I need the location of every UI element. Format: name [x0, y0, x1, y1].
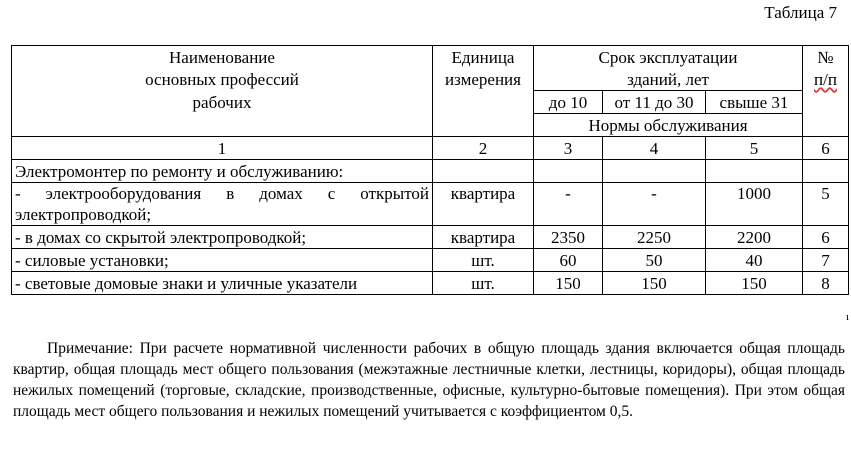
header-unit-blank [433, 91, 534, 114]
header-profession-line3: рабочих [12, 91, 433, 114]
header-profession-line1: Наименование [12, 46, 433, 69]
header-service-life: Срок эксплуатации [534, 46, 803, 69]
norm-up-to-10: 60 [534, 249, 603, 272]
table-row [12, 226, 849, 249]
norm-11-to-30: - [603, 183, 706, 226]
norm-up-to-10: 150 [534, 272, 603, 295]
row-number [803, 160, 849, 183]
header-number-symbol: № [803, 46, 849, 69]
column-index: 3 [534, 137, 603, 160]
table-caption: Таблица 7 [764, 3, 837, 22]
table-row [12, 183, 849, 226]
profession-name-line: - электрооборудования в домах с открытой [15, 184, 429, 203]
row-number: 5 [803, 183, 849, 226]
row-number: 8 [803, 272, 849, 295]
footnote: Примечание: При расчете нормативной численности рабочих в общую площадь здания включается общая площадь квартир, общая площадь мест общего пользования (межэтажные лестничные клетки, лестницы, коридоры), общая площадь нежилых помещений (торговые, складские, производственные, офисные, культурно-бытовые помещения). При этом общая площадь мест общего пользования и нежилых помещений учитывается с коэффициентом 0,5. [13, 340, 845, 420]
profession-name: Электромонтер по ремонту и обслуживанию: [12, 160, 433, 183]
profession-name: - силовые установки; [12, 249, 433, 272]
norm-up-to-10: 2350 [534, 226, 603, 249]
header-row [12, 46, 849, 69]
unit-cell: шт. [433, 272, 534, 295]
header-profession-line2: основных профессий [12, 68, 433, 91]
header-number-label: п/п [803, 68, 849, 91]
column-index-row [12, 137, 849, 160]
stray-mark: ı [846, 311, 850, 323]
table-row [12, 160, 849, 183]
norm-11-to-30: 150 [603, 272, 706, 295]
column-index: 5 [706, 137, 803, 160]
norm-11-to-30 [603, 160, 706, 183]
header-up-to-10: до 10 [534, 91, 603, 114]
norm-up-to-10: - [534, 183, 603, 226]
norm-11-to-30: 50 [603, 249, 706, 272]
norms-table [11, 45, 849, 295]
column-index: 1 [12, 137, 433, 160]
table-row [12, 272, 849, 295]
norm-up-to-10 [534, 160, 603, 183]
norm-11-to-30: 2250 [603, 226, 706, 249]
profession-name [12, 183, 433, 226]
norm-over-31: 40 [706, 249, 803, 272]
header-service-norms: Нормы обслуживания [534, 114, 803, 137]
row-number: 7 [803, 249, 849, 272]
header-number-blank [803, 91, 849, 114]
profession-name: - световые домовые знаки и уличные указатели [12, 272, 433, 295]
unit-cell: квартира [433, 226, 534, 249]
header-building-years: зданий, лет [534, 68, 803, 91]
unit-cell [433, 160, 534, 183]
column-index: 4 [603, 137, 706, 160]
table-row [12, 249, 849, 272]
header-unit-line1: Единица [433, 46, 534, 69]
header-row [12, 68, 849, 91]
profession-name: - в домах со скрытой электропроводкой; [12, 226, 433, 249]
header-unit-line2: измерения [433, 68, 534, 91]
header-11-to-30: от 11 до 30 [603, 91, 706, 114]
column-index: 2 [433, 137, 534, 160]
column-index: 6 [803, 137, 849, 160]
row-number: 6 [803, 226, 849, 249]
header-unit-blank [433, 114, 534, 137]
header-profession-blank [12, 114, 433, 137]
header-over-31: свыше 31 [706, 91, 803, 114]
profession-name-line: электропроводкой; [15, 205, 152, 224]
norm-over-31: 1000 [706, 183, 803, 226]
unit-cell: квартира [433, 183, 534, 226]
header-row [12, 91, 849, 114]
header-row [12, 114, 849, 137]
norm-over-31: 2200 [706, 226, 803, 249]
norm-over-31 [706, 160, 803, 183]
header-number-blank [803, 114, 849, 137]
norm-over-31: 150 [706, 272, 803, 295]
unit-cell: шт. [433, 249, 534, 272]
